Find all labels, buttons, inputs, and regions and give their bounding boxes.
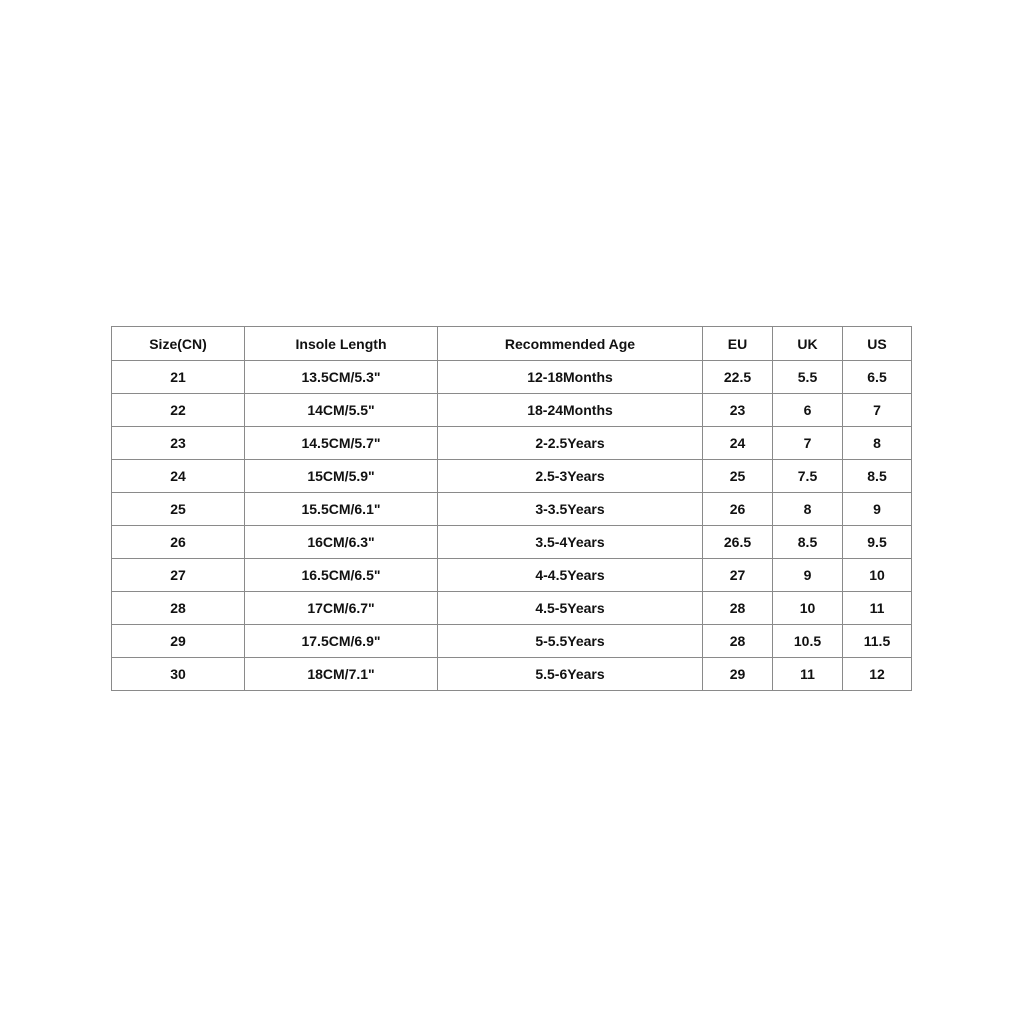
cell-insole-length: 13.5CM/5.3" — [245, 361, 438, 394]
cell-insole-length: 17CM/6.7" — [245, 592, 438, 625]
cell-insole-length: 16.5CM/6.5" — [245, 559, 438, 592]
table-row — [112, 625, 912, 658]
cell-eu: 25 — [703, 460, 773, 493]
table-row — [112, 658, 912, 691]
cell-recommended-age: 12-18Months — [438, 361, 703, 394]
cell-eu: 28 — [703, 625, 773, 658]
cell-recommended-age: 18-24Months — [438, 394, 703, 427]
cell-us: 11 — [843, 592, 912, 625]
size-chart-table — [111, 326, 912, 691]
cell-size-cn: 24 — [112, 460, 245, 493]
cell-size-cn: 30 — [112, 658, 245, 691]
table-row — [112, 361, 912, 394]
cell-insole-length: 14.5CM/5.7" — [245, 427, 438, 460]
cell-size-cn: 27 — [112, 559, 245, 592]
cell-us: 9 — [843, 493, 912, 526]
cell-uk: 5.5 — [773, 361, 843, 394]
cell-size-cn: 21 — [112, 361, 245, 394]
cell-uk: 8 — [773, 493, 843, 526]
cell-insole-length: 16CM/6.3" — [245, 526, 438, 559]
cell-insole-length: 15CM/5.9" — [245, 460, 438, 493]
cell-eu: 26.5 — [703, 526, 773, 559]
header-us: US — [843, 327, 912, 361]
cell-recommended-age: 3-3.5Years — [438, 493, 703, 526]
cell-us: 11.5 — [843, 625, 912, 658]
cell-uk: 7 — [773, 427, 843, 460]
table-row — [112, 394, 912, 427]
cell-recommended-age: 3.5-4Years — [438, 526, 703, 559]
cell-eu: 28 — [703, 592, 773, 625]
header-size-cn: Size(CN) — [112, 327, 245, 361]
table-row — [112, 559, 912, 592]
cell-uk: 10 — [773, 592, 843, 625]
cell-us: 8 — [843, 427, 912, 460]
cell-insole-length: 14CM/5.5" — [245, 394, 438, 427]
cell-us: 6.5 — [843, 361, 912, 394]
size-chart-body — [112, 361, 912, 691]
cell-uk: 10.5 — [773, 625, 843, 658]
cell-recommended-age: 2.5-3Years — [438, 460, 703, 493]
cell-eu: 22.5 — [703, 361, 773, 394]
table-row — [112, 526, 912, 559]
table-row — [112, 493, 912, 526]
cell-uk: 6 — [773, 394, 843, 427]
cell-recommended-age: 5-5.5Years — [438, 625, 703, 658]
header-recommended-age: Recommended Age — [438, 327, 703, 361]
header-uk: UK — [773, 327, 843, 361]
cell-recommended-age: 2-2.5Years — [438, 427, 703, 460]
cell-uk: 7.5 — [773, 460, 843, 493]
cell-size-cn: 25 — [112, 493, 245, 526]
cell-insole-length: 18CM/7.1" — [245, 658, 438, 691]
table-row — [112, 427, 912, 460]
header-insole-length: Insole Length — [245, 327, 438, 361]
cell-size-cn: 23 — [112, 427, 245, 460]
header-row — [112, 327, 912, 361]
cell-uk: 9 — [773, 559, 843, 592]
cell-eu: 23 — [703, 394, 773, 427]
cell-eu: 27 — [703, 559, 773, 592]
cell-us: 9.5 — [843, 526, 912, 559]
cell-recommended-age: 4-4.5Years — [438, 559, 703, 592]
cell-recommended-age: 4.5-5Years — [438, 592, 703, 625]
header-eu: EU — [703, 327, 773, 361]
cell-us: 10 — [843, 559, 912, 592]
cell-eu: 29 — [703, 658, 773, 691]
table-row — [112, 460, 912, 493]
cell-insole-length: 17.5CM/6.9" — [245, 625, 438, 658]
cell-eu: 26 — [703, 493, 773, 526]
cell-size-cn: 22 — [112, 394, 245, 427]
cell-size-cn: 28 — [112, 592, 245, 625]
cell-us: 12 — [843, 658, 912, 691]
cell-uk: 8.5 — [773, 526, 843, 559]
cell-insole-length: 15.5CM/6.1" — [245, 493, 438, 526]
cell-size-cn: 29 — [112, 625, 245, 658]
cell-uk: 11 — [773, 658, 843, 691]
cell-us: 7 — [843, 394, 912, 427]
cell-eu: 24 — [703, 427, 773, 460]
cell-size-cn: 26 — [112, 526, 245, 559]
cell-us: 8.5 — [843, 460, 912, 493]
table-row — [112, 592, 912, 625]
size-chart-header — [112, 327, 912, 361]
cell-recommended-age: 5.5-6Years — [438, 658, 703, 691]
